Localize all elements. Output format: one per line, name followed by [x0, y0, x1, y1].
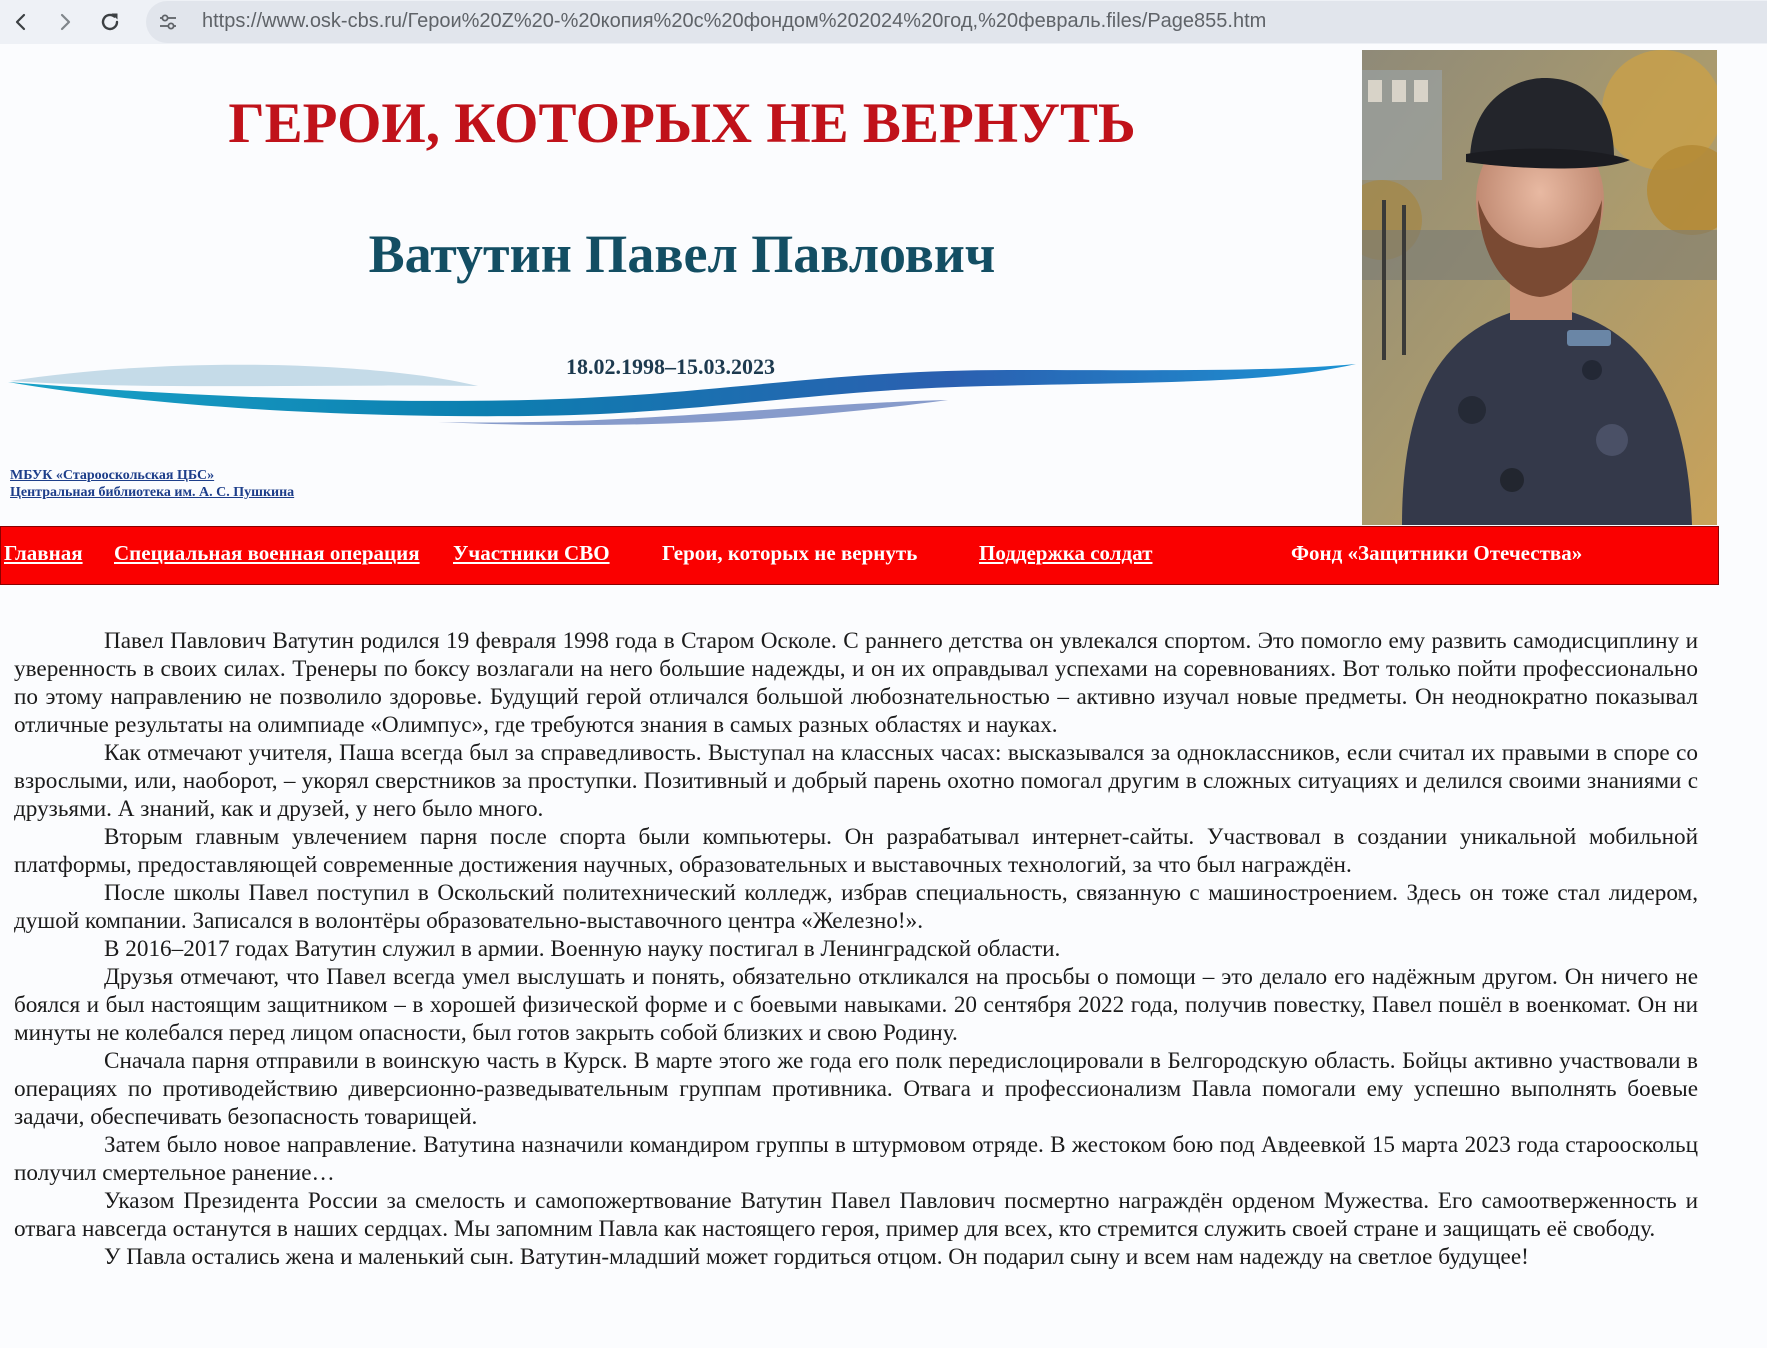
portrait-photo — [1362, 50, 1717, 525]
forward-button[interactable] — [49, 6, 81, 38]
paragraph: Как отмечают учителя, Паша всегда был за справедливость. Выступал на классных часах: высказывался за одноклассников, если считал их правыми в споре со взрослыми, или, наоборот, – укорял сверстников за проступки. Позитивный и добрый парень охотно помогал другим в сложных ситуациях и делился своими знаниями с друзьями. А знаний, как и друзей, у него было много. — [14, 740, 1698, 822]
page-title: ГЕРОИ, КОТОРЫХ НЕ ВЕРНУТЬ — [228, 92, 1136, 155]
decorative-swoosh — [8, 334, 1358, 444]
organization-links — [10, 467, 294, 501]
life-dates: 18.02.1998–15.03.2023 — [566, 354, 775, 379]
paragraph: Указом Президента России за смелость и самопожертвование Ватутин Павел Павлович посмертно награждён орденом Мужества. Его самоотверженность и отвага навсегда останутся в наших сердцах. Мы запомним Павла как настоящего героя, пример для всех, кто стремится служить своей стране и защищать её свободу. — [14, 1188, 1698, 1242]
biography-article — [14, 627, 1698, 1271]
main-nav — [0, 526, 1719, 585]
nav-link-special-operation[interactable]: Специальная военная операция — [114, 541, 420, 565]
nav-link-fallen-heroes[interactable]: Герои, которых не вернуть — [662, 541, 918, 565]
paragraph: Сначала парня отправили в воинскую часть в Курск. В марте этого же года его полк передислоцировали в Белгородскую область. Бойцы активно участвовали в операциях по противодействию диверсионно-разведывательным группам противника. Отвага и профессионализм Павла помогали ему успешно выполнять боевые задачи, обеспечивать безопасность товарищей. — [14, 1048, 1698, 1130]
nav-link-defenders-fund[interactable]: Фонд «Защитники Отечества» — [1291, 541, 1583, 565]
reload-icon — [98, 10, 122, 34]
nav-link-svo-participants[interactable]: Участники СВО — [453, 541, 610, 565]
web-page — [0, 44, 1767, 1348]
org-link-library[interactable]: Центральная библиотека им. А. С. Пушкина — [10, 485, 295, 500]
paragraph: В 2016–2017 годах Ватутин служил в армии. Военную науку постигал в Ленинградской области. — [104, 936, 1061, 962]
reload-button[interactable] — [94, 6, 126, 38]
paragraph: Вторым главным увлечением парня после спорта были компьютеры. Он разрабатывал интернет-сайты. Участвовал в создании уникальной мобильной платформы, предоставляющей современные достижения научных, образовательных и выставочных технологий, за что был награждён. — [14, 824, 1698, 878]
url-text[interactable]: https://www.osk-cbs.ru/Герои%20Z%20-%20копия%20с%20фондом%202024%20год,%20февраль.files/Page855.htm — [202, 10, 1267, 32]
paragraph: Павел Павлович Ватутин родился 19 февраля 1998 года в Старом Осколе. С раннего детства он увлекался спортом. Это помогло ему развить самодисциплину и уверенность в своих силах. Тренеры по боксу возлагали на него большие надежды, и он их оправдывал успехами на соревнованиях. Вот только пойти профессионально по этому направлению не позволило здоровье. Будущий герой отличался большой любознательностью – активно изучал новые предметы. Он неоднократно показывал отличные результаты на олимпиаде «Олимпус», где требуются знания в самых разных областях и науках. — [14, 628, 1698, 738]
paragraph: После школы Павел поступил в Оскольский политехнический колледж, избрав специальность, связанную с машиностроением. Здесь он тоже стал лидером, душой компании. Записался в волонтёры образовательно-выставочного центра «Железно!». — [14, 880, 1698, 934]
chevron-right-icon — [55, 12, 75, 32]
back-button[interactable] — [5, 6, 37, 38]
chevron-left-icon — [11, 12, 31, 32]
paragraph: У Павла остались жена и маленький сын. Ватутин-младший может гордиться отцом. Он подарил сыну и всем нам надежду на светлое будущее! — [104, 1244, 1529, 1270]
browser-toolbar — [0, 0, 1767, 44]
org-link-cbs[interactable]: МБУК «Старооскольская ЦБС» — [10, 468, 215, 483]
paragraph: Друзья отмечают, что Павел всегда умел выслушать и понять, обязательно откликался на просьбы о помощи – это делало его надёжным другом. Он ничего не боялся и был настоящим защитником – в хорошей физической форме и с боевыми навыками. 20 сентября 2022 года, получив повестку, Павел пошёл в военкомат. Он ни минуты не колебался перед лицом опасности, был готов закрыть собой близких и свою Родину. — [14, 964, 1698, 1046]
nav-link-soldier-support[interactable]: Поддержка солдат — [979, 541, 1153, 565]
nav-link-home[interactable]: Главная — [4, 541, 83, 565]
tune-icon[interactable] — [158, 12, 178, 32]
person-name: Ватутин Павел Павлович — [368, 224, 996, 284]
paragraph: Затем было новое направление. Ватутина назначили командиром группы в штурмовом отряде. В жестоком бою под Авдеевкой 15 марта 2023 года старооскольц получил смертельное ранение… — [14, 1132, 1698, 1186]
